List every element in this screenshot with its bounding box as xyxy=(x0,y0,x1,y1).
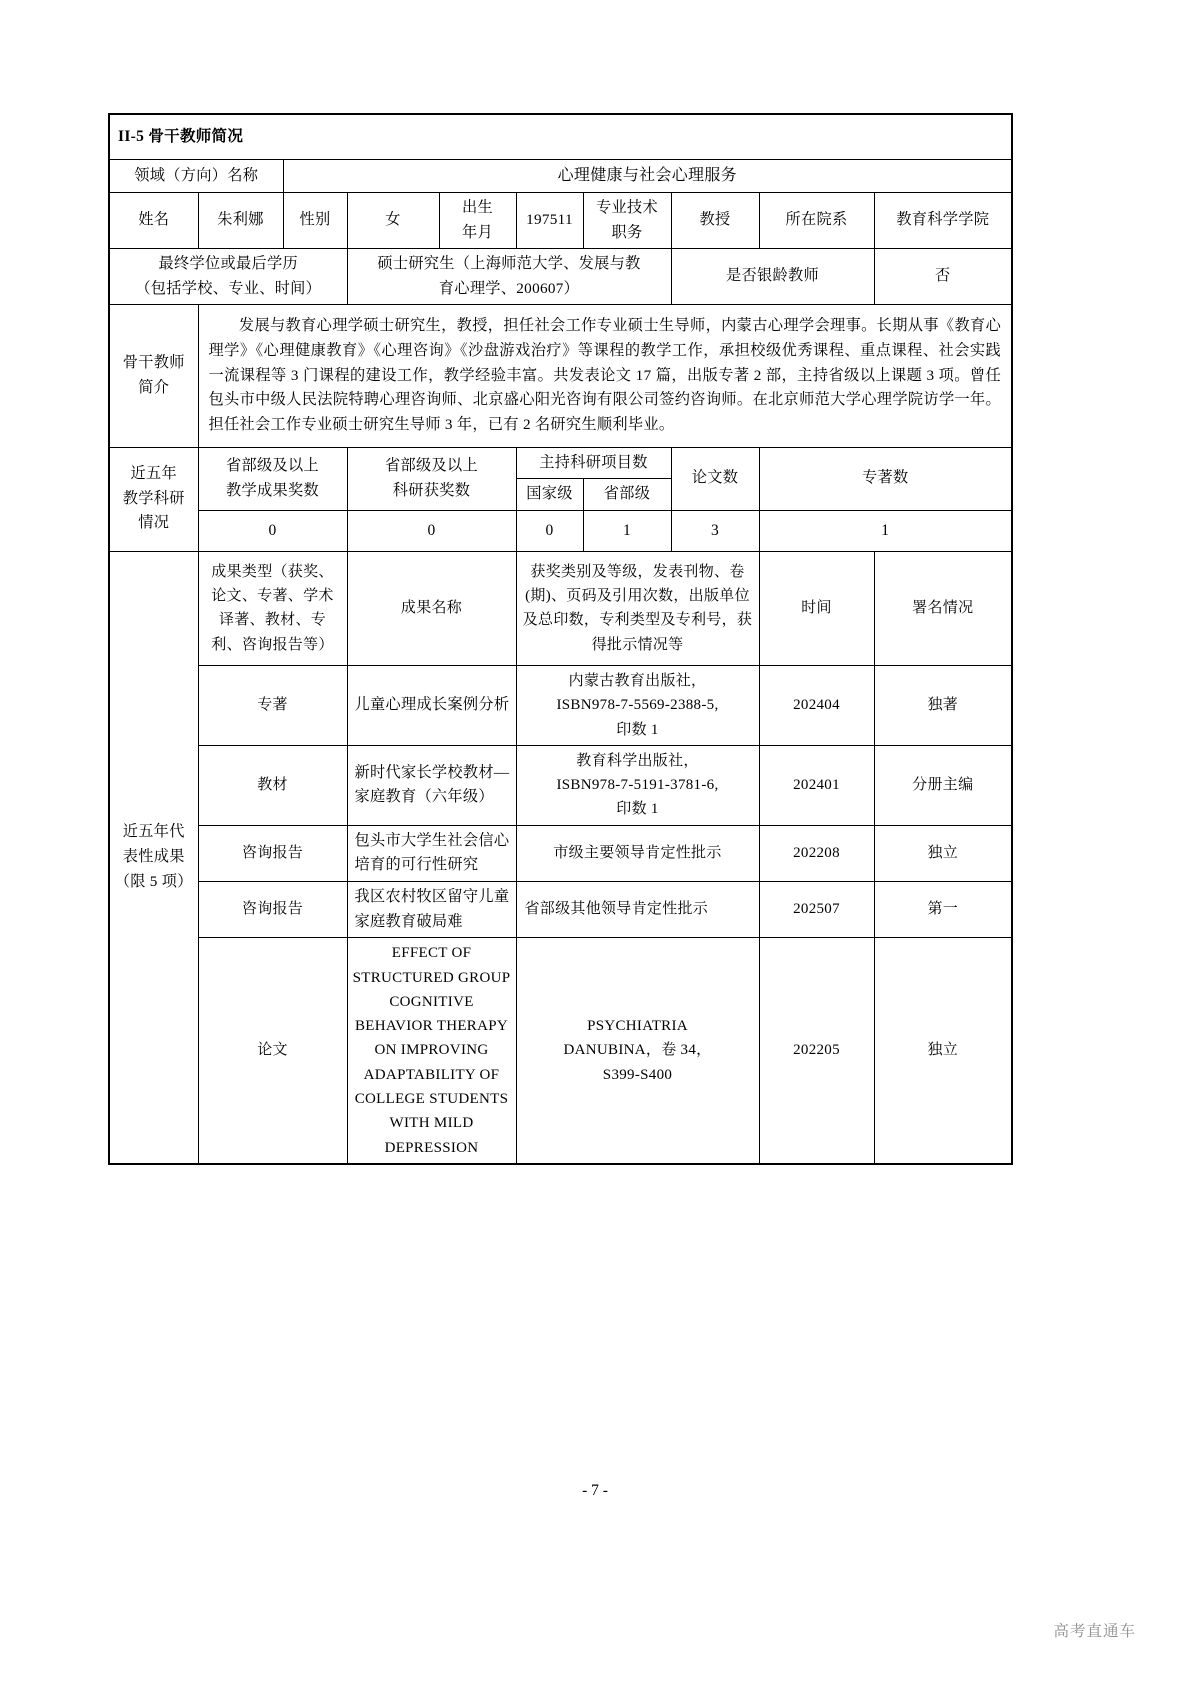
achievement-name: 新时代家长学校教材—家庭教育（六年级） xyxy=(347,745,516,825)
degree-value-line2: 育心理学、200607） xyxy=(438,279,580,297)
name-value: 朱利娜 xyxy=(198,192,283,248)
name-label: 姓名 xyxy=(109,192,198,248)
table-row xyxy=(109,938,1012,1164)
achievement-signature: 独著 xyxy=(874,665,1012,745)
table-row xyxy=(109,745,1012,825)
department-value: 教育科学学院 xyxy=(874,192,1012,248)
bio-label-line2: 简介 xyxy=(138,378,170,396)
achievements-row-label-line2: 表性成果 xyxy=(122,848,185,866)
achievement-name: 包头市大学生社会信心培育的可行性研究 xyxy=(347,825,516,881)
stats-header-row xyxy=(109,447,1012,479)
stats-row-label-line1: 近五年 xyxy=(130,465,177,483)
research-award-header-line2: 科研获奖数 xyxy=(392,481,471,499)
degree-label-line1: 最终学位或最后学历 xyxy=(158,255,298,273)
teaching-award-header-line2: 教学成果奖数 xyxy=(226,481,319,499)
achievement-detail-line: DANUBINA，卷 34， xyxy=(563,1042,712,1059)
teacher-profile-table-wrapper xyxy=(108,113,1011,1165)
achievement-detail xyxy=(516,882,759,938)
achievement-signature: 独立 xyxy=(874,825,1012,881)
achievement-detail-line: 印数 1 xyxy=(616,721,659,738)
achievement-detail-line: 内蒙古教育出版社， xyxy=(568,672,707,689)
senior-teacher-value: 否 xyxy=(874,249,1012,305)
projects-provincial-header: 省部级 xyxy=(583,479,671,511)
professional-title-label-line2: 职务 xyxy=(611,223,643,241)
achievement-time-header: 时间 xyxy=(759,551,874,665)
table-row xyxy=(109,665,1012,745)
gender-label: 性别 xyxy=(283,192,347,248)
achievements-row-label xyxy=(109,551,198,1164)
achievement-detail xyxy=(516,825,759,881)
birth-label xyxy=(439,192,516,248)
professional-title-label-line1: 专业技术 xyxy=(596,198,658,216)
senior-teacher-label: 是否银龄教师 xyxy=(671,249,874,305)
achievement-type: 咨询报告 xyxy=(198,882,347,938)
achievement-detail-line: ISBN978-7-5569-2388-5, xyxy=(556,697,719,714)
achievement-name: EFFECT OF STRUCTURED GROUP COGNITIVE BEHAVIOR THERAPY ON IMPROVING ADAPTABILITY OF COLLEGE STUDENTS WITH MILD DEPRESSION xyxy=(347,938,516,1164)
birth-label-line2: 年月 xyxy=(462,223,493,241)
achievement-signature-header: 署名情况 xyxy=(874,551,1012,665)
domain-value: 心理健康与社会心理服务 xyxy=(283,160,1012,193)
achievement-detail-header: 获奖类别及等级，发表刊物、卷(期)、页码及引用次数，出版单位及总印数，专利类型及专利号，获得批示情况等 xyxy=(516,551,759,665)
achievement-time: 202401 xyxy=(759,745,874,825)
degree-label-line2: （包括学校、专业、时间） xyxy=(135,279,322,297)
bio-label xyxy=(109,305,198,447)
achievement-name: 儿童心理成长案例分析 xyxy=(347,665,516,745)
achievement-detail-line: ISBN978-7-5191-3781-6, xyxy=(556,777,719,794)
stats-row-label xyxy=(109,447,198,551)
projects-national-header: 国家级 xyxy=(516,479,583,511)
degree-label xyxy=(109,249,347,305)
achievement-type: 专著 xyxy=(198,665,347,745)
achievement-name-header: 成果名称 xyxy=(347,551,516,665)
achievement-type: 论文 xyxy=(198,938,347,1164)
domain-label: 领域（方向）名称 xyxy=(109,160,283,193)
achievement-time: 202205 xyxy=(759,938,874,1164)
degree-value xyxy=(347,249,671,305)
achievement-signature: 独立 xyxy=(874,938,1012,1164)
watermark: 高考直通车 xyxy=(1053,1623,1136,1640)
monographs-header: 专著数 xyxy=(759,447,1012,510)
department-label: 所在院系 xyxy=(759,192,874,248)
achievements-row-label-line3: （限 5 项） xyxy=(114,872,193,890)
stats-values-row xyxy=(109,510,1012,551)
birth-label-line1: 出生 xyxy=(462,198,493,216)
stats-row-label-line2: 教学科研 xyxy=(122,489,185,507)
achievement-detail xyxy=(516,665,759,745)
monographs-value: 1 xyxy=(759,510,1012,551)
achievement-time: 202404 xyxy=(759,665,874,745)
degree-row xyxy=(109,249,1012,305)
table-row xyxy=(109,825,1012,881)
achievement-detail-line: 教育科学出版社， xyxy=(576,752,699,769)
achievement-detail-line: 市级主要领导肯定性批示 xyxy=(553,845,722,862)
page-number: - 7 - xyxy=(582,1482,608,1499)
bio-text: 发展与教育心理学硕士研究生，教授，担任社会工作专业硕士生导师，内蒙古心理学会理事。长期从事《教育心理学》《心理健康教育》《心理咨询》《沙盘游戏治疗》等课程的教学工作，承担校级优秀课程、重点课程、社会实践一流课程等 3 门课程的建设工作，教学经验丰富。共发表论文 17 篇，出版专著 2 部，主持省级以上课题 3 项。曾任包头市中级人民法院特聘心理咨询师、北京盛心阳光咨询有限公司签约咨询师。在北京师范大学心理学院访学一年。担任社会工作专业硕士研究生导师 3 年，已有 2 名研究生顺利毕业。 xyxy=(208,317,1002,433)
teaching-award-header xyxy=(198,447,347,510)
stats-row-label-line3: 情况 xyxy=(138,514,170,532)
achievement-signature: 第一 xyxy=(874,882,1012,938)
achievement-signature: 分册主编 xyxy=(874,745,1012,825)
degree-value-line1: 硕士研究生（上海师范大学、发展与教 xyxy=(377,255,641,273)
section-title-row xyxy=(109,114,1012,160)
birth-value: 197511 xyxy=(516,192,583,248)
achievement-name: 我区农村牧区留守儿童家庭教育破局难 xyxy=(347,882,516,938)
research-award-value: 0 xyxy=(347,510,516,551)
achievement-time: 202208 xyxy=(759,825,874,881)
gender-value: 女 xyxy=(347,192,439,248)
achievement-detail-line: 省部级其他领导肯定性批示 xyxy=(524,901,709,918)
professional-title-value: 教授 xyxy=(671,192,759,248)
achievement-detail xyxy=(516,938,759,1164)
achievement-type-header: 成果类型（获奖、论文、专著、学术译著、教材、专利、咨询报告等） xyxy=(198,551,347,665)
achievements-header-row xyxy=(109,551,1012,665)
teacher-profile-table xyxy=(108,113,1013,1165)
research-award-header-line1: 省部级及以上 xyxy=(385,457,478,475)
table-row xyxy=(109,882,1012,938)
teaching-award-value: 0 xyxy=(198,510,347,551)
bio-text-cell xyxy=(198,305,1012,447)
bio-label-line1: 骨干教师 xyxy=(122,354,185,372)
achievement-type: 咨询报告 xyxy=(198,825,347,881)
projects-group-header: 主持科研项目数 xyxy=(516,447,671,479)
projects-national-value: 0 xyxy=(516,510,583,551)
research-award-header xyxy=(347,447,516,510)
achievement-detail-line: S399-S400 xyxy=(602,1066,673,1083)
domain-row xyxy=(109,160,1012,193)
achievement-detail-line: PSYCHIATRIA xyxy=(587,1018,688,1035)
bio-row xyxy=(109,305,1012,447)
section-title: II-5 骨干教师简况 xyxy=(109,114,1012,160)
achievement-detail-line: 印数 1 xyxy=(616,801,659,818)
papers-value: 3 xyxy=(671,510,759,551)
achievement-time: 202507 xyxy=(759,882,874,938)
professional-title-label xyxy=(583,192,671,248)
basic-info-row xyxy=(109,192,1012,248)
achievements-row-label-line1: 近五年代 xyxy=(122,823,185,841)
achievement-type: 教材 xyxy=(198,745,347,825)
papers-header: 论文数 xyxy=(671,447,759,510)
teaching-award-header-line1: 省部级及以上 xyxy=(226,457,319,475)
achievement-detail xyxy=(516,745,759,825)
projects-provincial-value: 1 xyxy=(583,510,671,551)
